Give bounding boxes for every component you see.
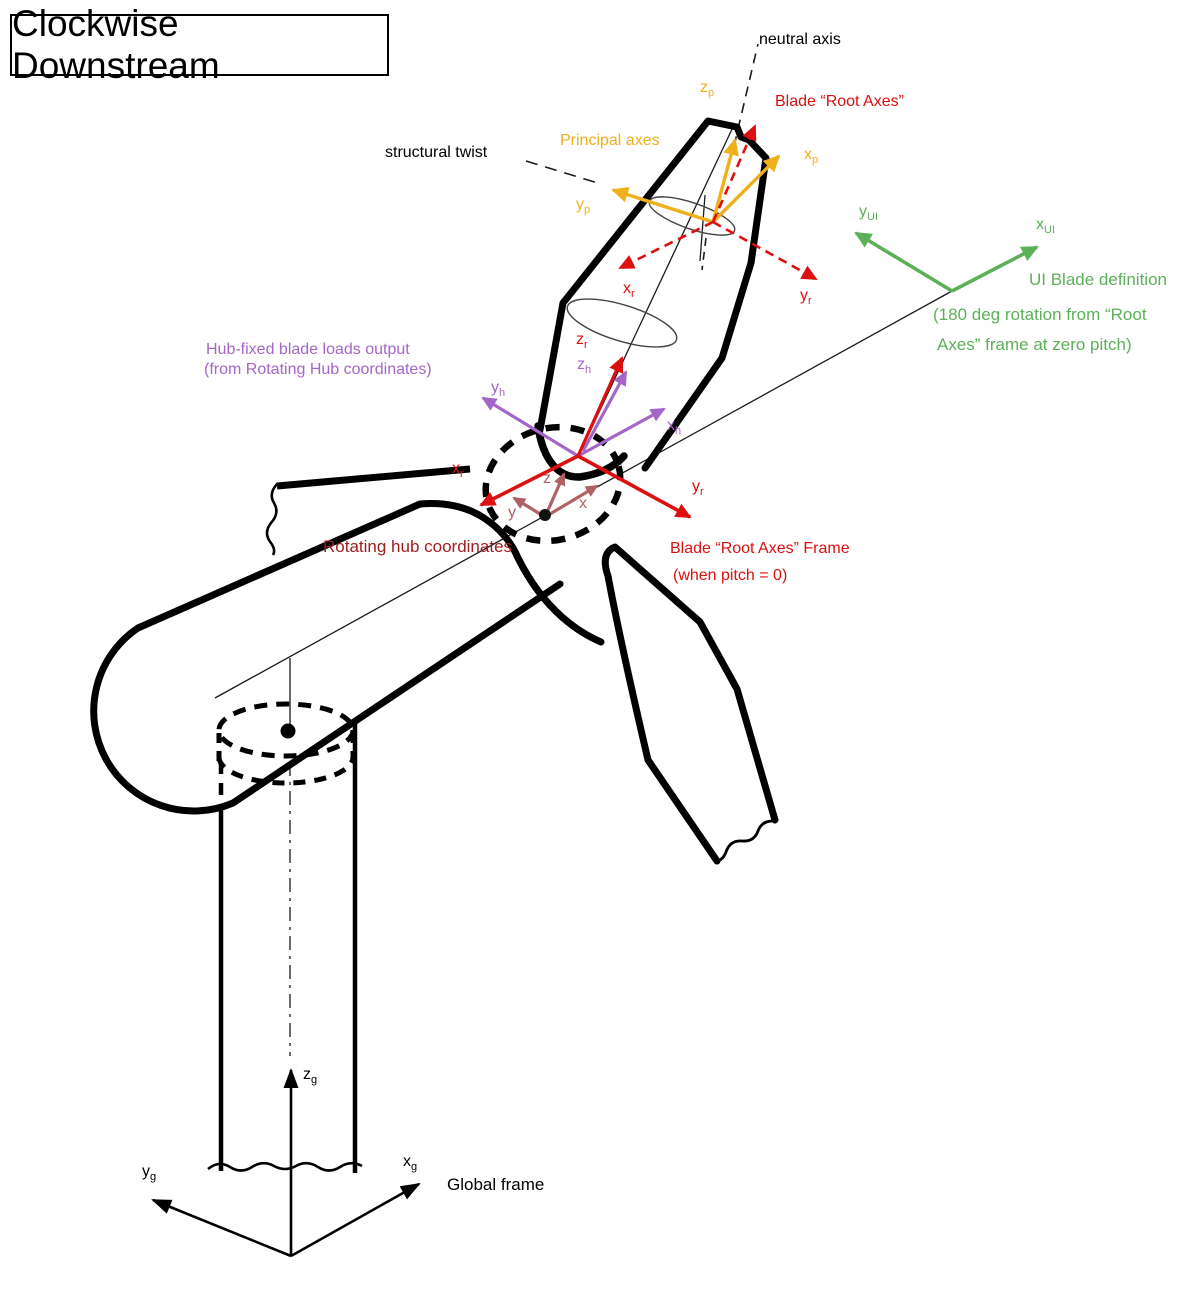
blade-lower-outline xyxy=(605,547,775,861)
page-title: Clockwise Downstream xyxy=(12,3,220,86)
root-axes-frame-label-line1: Blade “Root Axes” Frame xyxy=(670,540,850,557)
hub-origin-dot xyxy=(539,509,551,521)
xh-axis-label: $x_h$ xyxy=(667,417,682,438)
ui-blade-definition-label-line1: UI Blade definition xyxy=(1029,270,1167,289)
global-frame-label: Global frame xyxy=(447,1175,545,1194)
dashed-reference-lines xyxy=(526,44,758,184)
ui-blade-axes-arrows xyxy=(856,233,1037,291)
structural-twist-line xyxy=(526,161,601,184)
global-frame-arrows xyxy=(153,1070,419,1256)
hub-fixed-loads-label-line1: Hub-fixed blade loads output xyxy=(206,341,410,358)
hub-z-axis-label: z xyxy=(543,470,551,487)
zh-axis-label: $z_h$ xyxy=(577,356,592,377)
construction-lines xyxy=(215,127,952,1056)
hub-dashed-outline xyxy=(473,412,633,555)
xui-axis-label: $x_{UI}$ xyxy=(1036,216,1055,237)
title-box xyxy=(10,3,389,86)
blade-root-axes-label: Blade “Root Axes” xyxy=(775,93,904,110)
yh-axis-arrow xyxy=(483,398,578,456)
xr-tip-axis-arrow xyxy=(620,222,713,268)
zr-axis-label: $z_r$ xyxy=(576,331,588,352)
xg-axis-label: $x_g$ xyxy=(403,1153,418,1174)
blade-left-top-edge xyxy=(277,469,470,486)
xp-axis-label: $x_p$ xyxy=(804,146,819,167)
structural-twist-label: structural twist xyxy=(385,144,488,161)
root-axes-frame-label-line2: (when pitch = 0) xyxy=(673,567,788,584)
blade-lower-break-wavy xyxy=(717,821,775,861)
zg-axis-label: $z_g$ xyxy=(303,1066,318,1087)
xr-hub-axis-label: $x_r$ xyxy=(452,460,464,481)
blade-left-break-wavy xyxy=(267,483,278,555)
hub-x-axis-label: x xyxy=(579,495,587,512)
rotating-hub-coordinates-label: Rotating hub coordinates xyxy=(323,537,513,556)
tower xyxy=(208,722,362,1173)
yr-hub-axis-label: $y_r$ xyxy=(692,478,704,499)
hub-fixed-loads-label-line2: (from Rotating Hub coordinates) xyxy=(204,361,432,378)
yg-axis-label: $y_g$ xyxy=(142,1163,157,1184)
principal-axes-label: Principal axes xyxy=(560,132,660,149)
ui-blade-definition-label-line3: Axes” frame at zero pitch) xyxy=(937,335,1132,354)
ui-blade-definition-label-line2: (180 deg rotation from “Root xyxy=(933,305,1147,324)
zp-axis-label: $z_p$ xyxy=(700,79,715,100)
blade-lower xyxy=(605,547,775,861)
yaw-center-dot xyxy=(281,724,296,739)
neutral-axis-label: neutral axis xyxy=(759,31,841,48)
yg-axis-arrow xyxy=(153,1200,291,1256)
yui-axis-label: $y_{UI}$ xyxy=(859,203,878,224)
yp-axis-label: $y_p$ xyxy=(576,196,591,217)
yr-tip-axis-label: $y_r$ xyxy=(800,287,812,308)
neutral-axis-inner-dash xyxy=(702,238,706,270)
xr-tip-axis-label: $x_r$ xyxy=(623,280,635,301)
tower-break-wavy xyxy=(208,1163,362,1170)
xg-axis-arrow xyxy=(291,1184,419,1256)
yr-tip-axis-arrow xyxy=(713,222,816,279)
yh-axis-label: $y_h$ xyxy=(491,379,506,400)
xui-axis-arrow xyxy=(952,247,1037,291)
yui-axis-arrow xyxy=(856,233,952,291)
xh-axis-arrow xyxy=(578,409,664,456)
hub-y-axis-label: y xyxy=(508,504,516,521)
